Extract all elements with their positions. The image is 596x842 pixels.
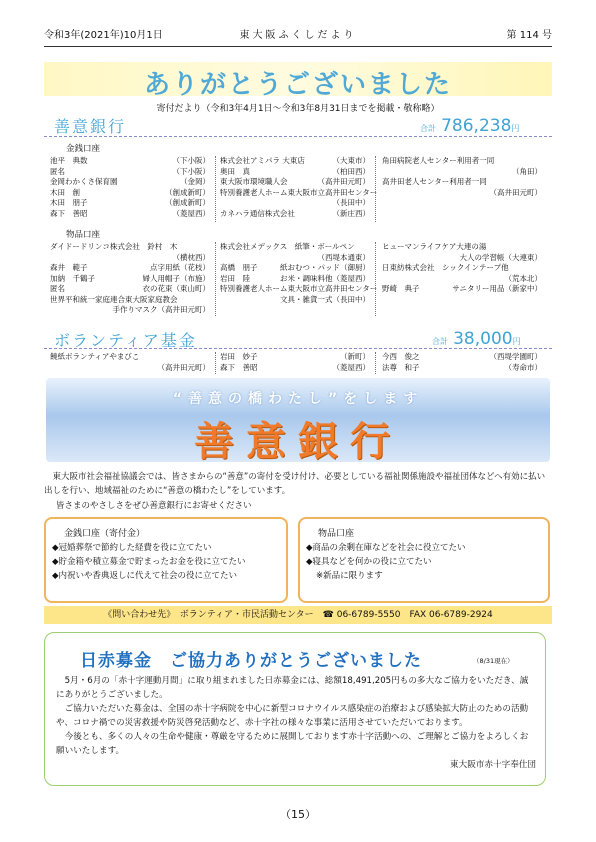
money-col-3 bbox=[382, 156, 542, 198]
donor-row bbox=[50, 253, 210, 264]
donor-location: 点字用紙（花枝） bbox=[150, 263, 210, 272]
donor-location: （下小阪） bbox=[172, 156, 210, 165]
volunteer-total-amount: 38,000 bbox=[453, 329, 513, 349]
intro-appeal: 皆さまのやさしさをぜひ善意銀行にお寄せください bbox=[56, 501, 252, 511]
column-divider bbox=[215, 242, 216, 316]
donor-location: 婦人用帽子（布施） bbox=[142, 273, 210, 283]
donor-name: 饒紙ボランティアやまびこ bbox=[50, 352, 140, 361]
goods-col-1 bbox=[50, 242, 210, 316]
volunteer-col-2 bbox=[220, 352, 370, 373]
newsletter-name: 東大阪ふくしだより bbox=[239, 30, 357, 41]
column-divider bbox=[375, 242, 376, 316]
donor-location: （高井田元町） bbox=[317, 177, 370, 186]
bank-total-amount: 786,238 bbox=[441, 116, 512, 136]
donor-row bbox=[382, 242, 542, 253]
goods-box-title: 物品口座 bbox=[318, 529, 355, 539]
goods-account-label: 物品口座 bbox=[66, 230, 101, 240]
header-divider bbox=[44, 46, 552, 47]
donor-name: 野崎 典子 bbox=[382, 284, 420, 293]
donor-location: 文具・雑貨一式（長田中） bbox=[280, 294, 370, 304]
donor-row bbox=[50, 198, 210, 209]
donor-row bbox=[220, 242, 370, 253]
donor-row bbox=[220, 187, 378, 199]
donor-name: 池平 典数 bbox=[50, 156, 88, 165]
donor-row bbox=[220, 177, 370, 188]
donor-row bbox=[220, 167, 370, 178]
donor-name: 岩田 妙子 bbox=[220, 352, 258, 361]
donor-name: 特別養護老人ホーム東大阪市立高井田センター bbox=[220, 284, 378, 293]
page-number: （15） bbox=[280, 808, 316, 821]
donor-row bbox=[382, 274, 542, 285]
goods-box-item: ◆商品の余剰在庫などを社会に役立てたい bbox=[306, 543, 466, 553]
goods-col-3 bbox=[382, 242, 542, 295]
donor-location: 手作りマスク（高井田元町） bbox=[112, 305, 210, 314]
donor-location: （横枕西） bbox=[172, 252, 210, 262]
money-col-2 bbox=[220, 156, 378, 219]
donor-row bbox=[382, 167, 542, 178]
donor-name: ダイドードリンコ株式会社 鈴村 木 bbox=[50, 242, 178, 251]
jrc-paragraph-2: ご協力いただいた募金は、全国の赤十字病院を中心に新型コロナウイルス感染症の治療および感染拡大防止のための活動や、コロナ禍での災害救援や防災啓発活動など、赤十字社の様々な事業に活用させていただいております。 bbox=[56, 704, 529, 728]
bank-total-yen: 円 bbox=[511, 124, 520, 133]
donor-row bbox=[50, 156, 210, 167]
donor-location: （創成新町） bbox=[165, 187, 210, 197]
donor-name: 奥田 真 bbox=[220, 166, 250, 176]
bank-section-title: 善意銀行 bbox=[54, 117, 127, 136]
column-divider bbox=[215, 352, 216, 374]
donor-location: （長田中） bbox=[332, 198, 370, 207]
donor-row bbox=[220, 156, 370, 167]
money-box-item: ◆内祝いや香典返しに代えて社会の役に立てたい bbox=[52, 571, 238, 581]
donor-row bbox=[220, 253, 370, 264]
donor-name: 森下 善昭 bbox=[50, 208, 88, 218]
donor-location: （高井田元町） bbox=[157, 362, 210, 372]
donor-name: 今西 俊之 bbox=[382, 352, 420, 361]
banner-tagline: “善意の橋わたし”をします bbox=[172, 391, 424, 407]
column-divider bbox=[375, 352, 376, 374]
donor-row bbox=[50, 188, 210, 199]
donor-row bbox=[220, 198, 370, 209]
volunteer-total bbox=[432, 329, 521, 349]
donor-location: （柏田西） bbox=[332, 166, 370, 176]
bank-total bbox=[420, 116, 519, 136]
volunteer-col-1 bbox=[50, 352, 210, 373]
donor-row bbox=[50, 209, 210, 220]
donor-name: 世界平和統一家庭連合東大阪家庭教会 bbox=[50, 294, 178, 304]
donor-location: サニタリー用品（新家中） bbox=[452, 284, 542, 293]
donor-location: （大東市） bbox=[332, 156, 370, 165]
money-box-title: 金銭口座（寄付金） bbox=[64, 529, 146, 539]
goods-col-2 bbox=[220, 242, 378, 305]
donor-name: 東大阪市環境職人会 bbox=[220, 177, 288, 186]
donor-row bbox=[50, 363, 210, 374]
donor-row bbox=[50, 263, 210, 274]
donor-location: （新町） bbox=[340, 352, 370, 361]
column-divider bbox=[215, 156, 216, 222]
donor-row bbox=[220, 295, 370, 306]
donor-row bbox=[50, 177, 210, 188]
donor-location: （下小阪） bbox=[172, 166, 210, 176]
intro-paragraph: 東大阪市社会福祉協議会では、皆さまからの“善意”の寄付を受け付け、必要としている福祉関係施設や福祉団体などへ有効に払い出しを行い、地域福祉のために“善意の橋わたし”をしています。 bbox=[44, 472, 546, 496]
donor-row bbox=[382, 352, 542, 363]
donor-name: 匿名 bbox=[50, 284, 65, 293]
donor-row bbox=[50, 274, 210, 285]
donor-name: 木田 朋子 bbox=[50, 198, 88, 207]
jrc-title: 日赤募金 ご協力ありがとうございました bbox=[80, 651, 422, 671]
contact-bar: 《問い合わせ先》 ボランティア・市民活動センター ☎ 06-6789-5550 FAX 06-6789-2924 bbox=[44, 606, 552, 624]
money-box-item: ◆冠婚葬祭で節約した経費を役に立てたい bbox=[52, 543, 212, 553]
donor-row bbox=[382, 363, 542, 374]
donor-location: 衣の花束（東山町） bbox=[142, 284, 210, 293]
jrc-body bbox=[56, 674, 536, 772]
jrc-signature: 東大阪市赤十字奉仕団 bbox=[450, 760, 536, 770]
money-account-label: 金銭口座 bbox=[66, 144, 101, 154]
money-col-1 bbox=[50, 156, 210, 219]
donor-row bbox=[50, 295, 210, 306]
donor-name: 金岡わかくさ保育園 bbox=[50, 177, 118, 186]
bank-rule bbox=[44, 136, 552, 137]
donor-row bbox=[220, 363, 370, 374]
donor-location: （高井田元町） bbox=[489, 187, 542, 197]
donor-row bbox=[220, 209, 370, 220]
donor-location: 大人の学習帳（大連東） bbox=[459, 252, 542, 262]
jrc-paragraph-3: 今後とも、多くの人々の生命や健康・尊厳を守るために展開しております赤十字活動への、ご理解とご協力をよろしくお願いいたします。 bbox=[56, 732, 529, 756]
donor-location: （西堤学園町） bbox=[489, 352, 542, 361]
donor-row bbox=[382, 188, 542, 199]
donor-location: （荒本北） bbox=[504, 273, 542, 283]
donor-row bbox=[220, 284, 378, 295]
donor-location: （角田） bbox=[512, 166, 542, 176]
column-divider bbox=[375, 156, 376, 222]
volunteer-col-3 bbox=[382, 352, 542, 373]
donor-row bbox=[50, 284, 210, 295]
donor-name: 高橋 朋子 bbox=[220, 263, 258, 272]
donor-name: 加納 千鶴子 bbox=[50, 273, 95, 283]
donor-location: （金岡） bbox=[180, 177, 210, 186]
donor-name: 匿名 bbox=[50, 166, 65, 176]
donor-location: （菱屋西） bbox=[332, 362, 370, 372]
jrc-date-note: （8/31現在） bbox=[473, 657, 514, 665]
donor-location: （西堤本通東） bbox=[317, 252, 370, 262]
volunteer-section-title: ボランティア基金 bbox=[54, 331, 197, 350]
donor-row bbox=[220, 352, 370, 363]
donor-row bbox=[382, 263, 542, 274]
volunteer-total-yen: 円 bbox=[512, 337, 521, 346]
donor-name: 株式会社メデックス 紙筆・ボールペン bbox=[220, 242, 355, 251]
jrc-paragraph-1: 5月・6月の「赤十字運動月間」に取り組まれました日赤募金には、総額18,491,205円もの多大なご協力をいただき、誠にありがとうございました。 bbox=[56, 676, 529, 700]
donor-row bbox=[382, 177, 542, 188]
volunteer-total-label: 合計 bbox=[432, 337, 448, 346]
goods-box-item: ◆寝具などを何かの役に立てたい bbox=[306, 557, 432, 567]
donor-name: 法尊 和子 bbox=[382, 362, 420, 372]
banner-heading: 善意銀行 bbox=[194, 419, 402, 465]
donor-row bbox=[382, 253, 542, 264]
issue-number: 第 114 号 bbox=[506, 30, 552, 41]
donor-name: 株式会社アミパラ 大東店 bbox=[220, 156, 305, 165]
money-box-item: ◆貯金箱や積立募金で貯まったお金を役に立てたい bbox=[52, 557, 246, 567]
donor-row bbox=[50, 352, 210, 363]
donor-location: （新庄西） bbox=[332, 208, 370, 218]
donor-name: 日東紡株式会社 シックインテープ他 bbox=[382, 263, 509, 272]
donor-row bbox=[382, 284, 542, 295]
donor-location: （創成新町） bbox=[165, 198, 210, 207]
bank-total-label: 合計 bbox=[420, 124, 436, 133]
volunteer-rule bbox=[44, 348, 552, 349]
donor-row bbox=[50, 305, 210, 316]
donor-row bbox=[50, 242, 210, 253]
goods-box-items bbox=[306, 541, 542, 583]
donor-location: お米・調味料他（菱屋西） bbox=[280, 273, 370, 283]
goods-box-note: ※新品に限ります bbox=[316, 571, 383, 581]
donor-name: 森井 範子 bbox=[50, 263, 88, 272]
donor-location: （寿命市） bbox=[504, 362, 542, 372]
donor-name: カネハラ通信株式会社 bbox=[220, 208, 295, 218]
donor-row bbox=[50, 167, 210, 178]
page-title: ありがとうございました bbox=[143, 70, 452, 100]
donor-location: （菱屋西） bbox=[172, 208, 210, 218]
donation-period: 寄付だより（令和3年4月1日～令和3年8月31日までを掲載・敬称略） bbox=[156, 104, 440, 114]
donor-row bbox=[220, 274, 370, 285]
donor-name: 特別養護老人ホーム東大阪市立高井田センター bbox=[220, 187, 378, 197]
donor-name: ヒューマンライフケア大連の湯 bbox=[382, 242, 487, 251]
donor-name: 森下 善昭 bbox=[220, 362, 258, 372]
donor-row bbox=[220, 263, 370, 274]
money-box-items bbox=[52, 541, 282, 583]
donor-name: 岩田 陸 bbox=[220, 273, 250, 283]
issue-date: 令和3年(2021年)10月1日 bbox=[44, 30, 163, 41]
donor-name: 木田 創 bbox=[50, 187, 80, 197]
donor-row bbox=[382, 156, 542, 167]
donor-name: 角田病院老人センター利用者一同 bbox=[382, 156, 495, 165]
donor-name: 高井田老人センター利用者一同 bbox=[382, 177, 487, 186]
donor-location: 紙おむつ・パッド（御厨） bbox=[280, 263, 370, 272]
